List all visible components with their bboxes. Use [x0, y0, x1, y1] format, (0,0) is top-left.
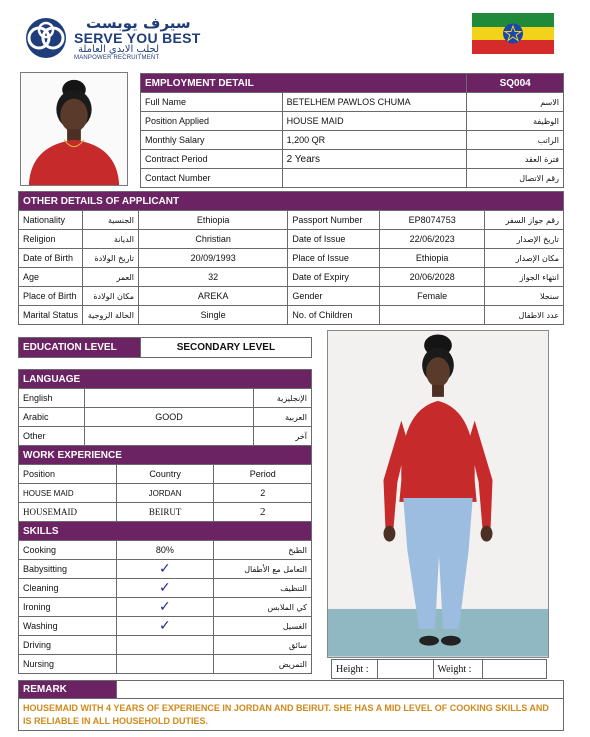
table-row: [19, 408, 312, 427]
language-title: LANGUAGE: [19, 370, 312, 389]
field-label: Full Name: [141, 93, 283, 112]
field-label: Date of Issue: [288, 230, 380, 249]
column-header-period: Period: [214, 465, 312, 484]
field-label-ar: العمر: [83, 268, 139, 287]
skill-label: Ironing: [19, 598, 117, 617]
applicant-photo-small: [20, 72, 128, 186]
skill-label: Cooking: [19, 541, 117, 560]
age-value: 32: [139, 268, 288, 287]
skill-label-ar: الطبخ: [214, 541, 312, 560]
field-label: Place of Birth: [19, 287, 83, 306]
table-row: [19, 503, 312, 522]
skill-check-icon: [116, 560, 214, 579]
reference-code: SQ004: [467, 74, 564, 93]
table-row: [19, 617, 312, 636]
skill-level: [116, 636, 214, 655]
issue-date-value: 22/06/2023: [380, 230, 485, 249]
other-language-level: [84, 427, 253, 446]
language-label-ar: آخر: [254, 427, 312, 446]
marital-status-value: Single: [139, 306, 288, 325]
company-tagline-en: MANPOWER RECRUITMENT: [74, 55, 160, 61]
field-label: Position Applied: [141, 112, 283, 131]
language-table: [18, 369, 312, 446]
field-label: Gender: [288, 287, 380, 306]
logo-mark-icon: [22, 16, 70, 60]
passport-number-value: EP8074753: [380, 211, 485, 230]
table-row: [19, 249, 564, 268]
company-tagline-ar: لجلب الايدي العاملة: [78, 44, 160, 55]
nationality-value: Ethiopia: [139, 211, 288, 230]
skill-label: Babysitting: [19, 560, 117, 579]
field-label-ar: رقم الاتصال: [467, 169, 564, 188]
field-label-ar: عدد الاطفال: [485, 306, 564, 325]
table-row: [19, 268, 564, 287]
gender-value: Female: [380, 287, 485, 306]
birth-date-value: 20/09/1993: [139, 249, 288, 268]
skill-check-icon: [116, 598, 214, 617]
religion-value: Christian: [139, 230, 288, 249]
skill-label-ar: كي الملابس: [214, 598, 312, 617]
remark-title: REMARK: [19, 681, 117, 699]
checkmark-icon: ✓: [159, 560, 171, 577]
field-label: Passport Number: [288, 211, 380, 230]
height-label: Height :: [332, 660, 378, 679]
weight-label: Weight :: [433, 660, 483, 679]
work-experience-table: [18, 445, 312, 522]
field-label: Nationality: [19, 211, 83, 230]
field-label-ar: مكان الإصدار: [485, 249, 564, 268]
weight-value: [483, 660, 547, 679]
skill-check-icon: [116, 579, 214, 598]
salary-value: 1,200 QR: [282, 131, 467, 150]
field-label-ar: فترة العقد: [467, 150, 564, 169]
table-row: [19, 655, 312, 674]
table-row: [19, 427, 312, 446]
issue-place-value: Ethiopia: [380, 249, 485, 268]
field-label: Contract Period: [141, 150, 283, 169]
company-name-en: SERVE YOU BEST: [74, 30, 201, 46]
field-label: Place of Issue: [288, 249, 380, 268]
language-label-ar: الإنجليزية: [254, 389, 312, 408]
column-header-country: Country: [116, 465, 214, 484]
remark-text: HOUSEMAID WITH 4 YEARS OF EXPERIENCE IN JORDAN AND BEIRUT. SHE HAS A MID LEVEL OF COOKING SKILLS AND IS RELIABLE IN ALL HOUSEHOLD DUTIES.: [23, 702, 549, 726]
employment-detail-table: [140, 73, 564, 188]
skill-label-ar: التنظيف: [214, 579, 312, 598]
skill-label: Washing: [19, 617, 117, 636]
remark-table: [18, 680, 564, 731]
table-row: [19, 484, 312, 503]
remark-header-spacer: [116, 681, 563, 699]
field-label-ar: رقم جواز السفر: [485, 211, 564, 230]
remark-body: [19, 699, 564, 731]
skills-title: SKILLS: [19, 522, 312, 541]
work-position: HOUSEMAID: [19, 503, 117, 522]
applicant-photo-full: [327, 330, 549, 658]
other-details-table: [18, 191, 564, 325]
work-country: BEIRUT: [116, 503, 214, 522]
field-label: Date of Expiry: [288, 268, 380, 287]
skill-level: [116, 655, 214, 674]
education-label: EDUCATION LEVEL: [19, 338, 141, 358]
checkmark-icon: ✓: [159, 617, 171, 634]
other-details-title: OTHER DETAILS OF APPLICANT: [19, 192, 564, 211]
table-row: [19, 306, 564, 325]
work-period: 2: [214, 503, 312, 522]
table-row: [141, 169, 564, 188]
skill-label-ar: سائق: [214, 636, 312, 655]
position-value: HOUSE MAID: [282, 112, 467, 131]
company-logo: [22, 14, 222, 62]
skill-label-ar: الغسيل: [214, 617, 312, 636]
company-name-ar: سيرف يوبست: [86, 14, 191, 32]
education-value: SECONDARY LEVEL: [140, 338, 311, 358]
table-row: [19, 211, 564, 230]
skill-label-ar: التعامل مع الأطفال: [214, 560, 312, 579]
table-row: [19, 598, 312, 617]
field-label: Religion: [19, 230, 83, 249]
field-label: Contact Number: [141, 169, 283, 188]
work-country: JORDAN: [116, 484, 214, 503]
ethiopia-flag-icon: [472, 13, 554, 54]
table-row: [19, 287, 564, 306]
measurements-table: [331, 659, 547, 679]
language-label: Arabic: [19, 408, 85, 427]
work-experience-title: WORK EXPERIENCE: [19, 446, 312, 465]
skill-label: Cleaning: [19, 579, 117, 598]
contract-period-value: 2 Years: [282, 150, 467, 169]
field-label-ar: انتهاء الجواز: [485, 268, 564, 287]
table-row: [141, 112, 564, 131]
table-row: [141, 93, 564, 112]
column-header-position: Position: [19, 465, 117, 484]
children-count-value: [380, 306, 485, 325]
table-row: [19, 541, 312, 560]
field-label-ar: سنجلا: [485, 287, 564, 306]
table-row: [19, 389, 312, 408]
skills-table: [18, 521, 312, 674]
field-label-ar: الديانة: [83, 230, 139, 249]
work-position: HOUSE MAID: [19, 484, 117, 503]
contact-number-value: [282, 169, 467, 188]
language-label: English: [19, 389, 85, 408]
table-row: [19, 636, 312, 655]
table-row: [141, 131, 564, 150]
full-name-value: BETELHEM PAWLOS CHUMA: [282, 93, 467, 112]
table-row: [19, 230, 564, 249]
checkmark-icon: ✓: [159, 579, 171, 596]
field-label-ar: تاريخ الإصدار: [485, 230, 564, 249]
english-level: [84, 389, 253, 408]
field-label-ar: الراتب: [467, 131, 564, 150]
field-label: Monthly Salary: [141, 131, 283, 150]
language-label-ar: العربية: [254, 408, 312, 427]
skill-level: 80%: [116, 541, 214, 560]
birth-place-value: AREKA: [139, 287, 288, 306]
field-label-ar: الحالة الزوجية: [83, 306, 139, 325]
field-label: Date of Birth: [19, 249, 83, 268]
height-value: [377, 660, 433, 679]
arabic-level: GOOD: [84, 408, 253, 427]
table-row: [19, 579, 312, 598]
field-label-ar: الجنسية: [83, 211, 139, 230]
work-period: 2: [214, 484, 312, 503]
language-label: Other: [19, 427, 85, 446]
skill-label: Driving: [19, 636, 117, 655]
table-row: [141, 150, 564, 169]
table-header-row: [19, 465, 312, 484]
table-row: [19, 560, 312, 579]
employment-detail-title: EMPLOYMENT DETAIL: [141, 74, 467, 93]
field-label-ar: الوظيفة: [467, 112, 564, 131]
field-label-ar: الاسم: [467, 93, 564, 112]
skill-label: Nursing: [19, 655, 117, 674]
skill-check-icon: [116, 617, 214, 636]
field-label: Age: [19, 268, 83, 287]
expiry-date-value: 20/06/2028: [380, 268, 485, 287]
field-label-ar: مكان الولادة: [83, 287, 139, 306]
field-label-ar: تاريخ الولادة: [83, 249, 139, 268]
field-label: Marital Status: [19, 306, 83, 325]
checkmark-icon: ✓: [159, 598, 171, 615]
skill-label-ar: التمريض: [214, 655, 312, 674]
education-table: [18, 337, 312, 358]
field-label: No. of Children: [288, 306, 380, 325]
